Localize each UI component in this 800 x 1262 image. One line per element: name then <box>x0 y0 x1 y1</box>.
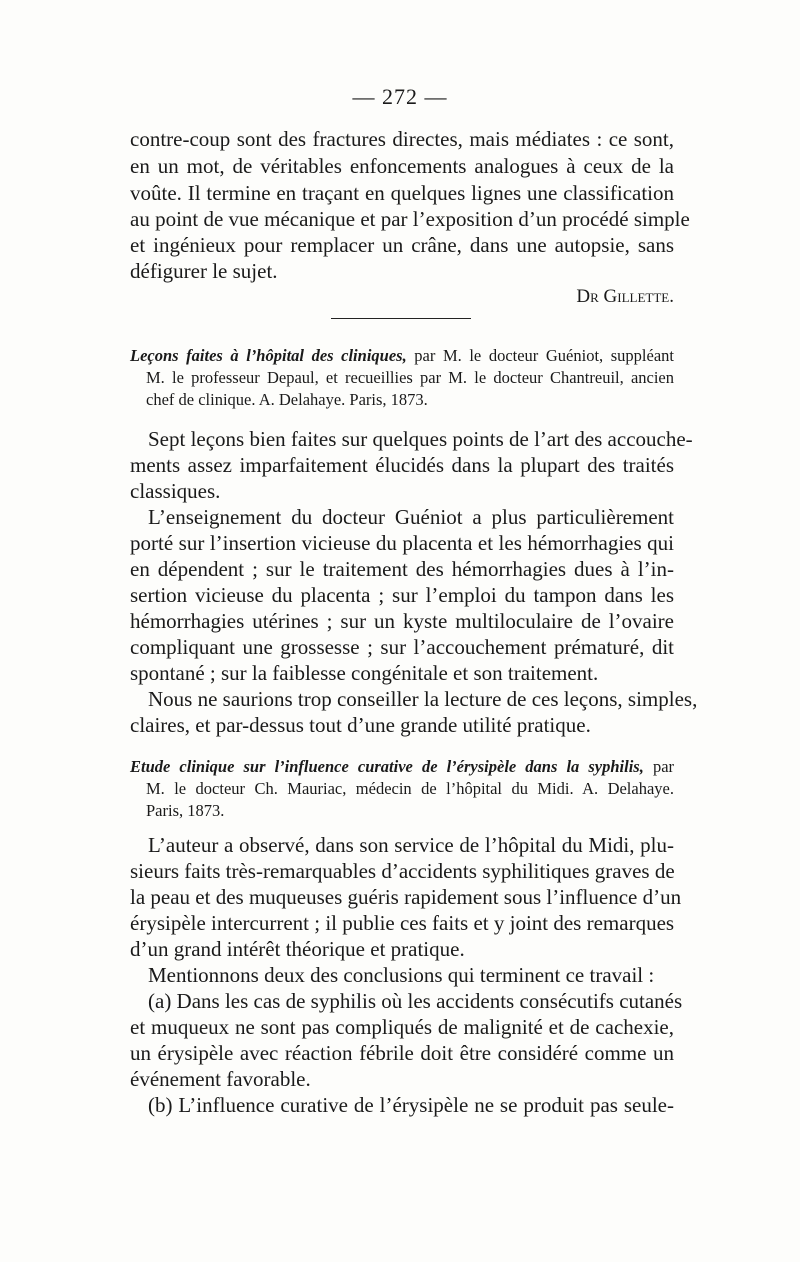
review1-heading-line: M. le professeur Depaul, et recueillies par M. le docteur Chantreuil, ancien <box>146 368 674 387</box>
review2-body-line: (a) Dans les cas de syphilis où les accidents consécutifs cutanés <box>148 989 683 1013</box>
review1-body-line: Nous ne saurions trop conseiller la lecture de ces leçons, simples, <box>148 687 698 711</box>
para1-line: au point de vue mécanique et par l’exposition d’un procédé simple <box>130 207 690 231</box>
review2-body-line: la peau et des muqueuses guéris rapidement sous l’influence d’un <box>130 885 682 909</box>
para1-line: contre-coup sont des fractures directes, mais médiates : ce sont, <box>130 127 674 151</box>
review1-body-line: spontané ; sur la faiblesse congénitale et son traitement. <box>130 661 599 685</box>
review1-heading-line: chef de clinique. A. Delahaye. Paris, 1873. <box>146 390 428 409</box>
review1-body-line: compliquant une grossesse ; sur l’accouchement prématuré, dit <box>130 635 674 659</box>
review1-body-line: Sept leçons bien faites sur quelques points de l’art des accouche- <box>148 427 693 451</box>
review1-body-line: en dépendent ; sur le traitement des hémorrhagies dues à l’in- <box>130 557 674 581</box>
review1-body-line: sertion vicieuse du placenta ; sur l’emploi du tampon dans les <box>130 583 674 607</box>
review2-body-line: érysipèle intercurrent ; il publie ces faits et y joint des remarques <box>130 911 675 935</box>
review2-body-line: sieurs faits très-remarquables d’accidents syphilitiques graves de <box>130 859 675 883</box>
review2-heading-line: Etude clinique sur l’influence curative de l’érysipèle dans la syphilis, par <box>130 757 675 776</box>
review2-heading-line: M. le docteur Ch. Mauriac, médecin de l’hôpital du Midi. A. Delahaye. <box>146 779 674 798</box>
page-number: — 272 — <box>352 84 448 109</box>
review2-body-line: L’auteur a observé, dans son service de l’hôpital du Midi, plu- <box>148 833 674 857</box>
review2-heading-line: Paris, 1873. <box>146 801 225 820</box>
review2-body-line: d’un grand intérêt théorique et pratique. <box>130 937 465 961</box>
review1-body-line: claires, et par-dessus tout d’une grande utilité pratique. <box>130 713 591 737</box>
review2-body-line: un érysipèle avec réaction fébrile doit être considéré comme un <box>130 1041 674 1065</box>
para1-line: en un mot, de véritables enfoncements analogues à ceux de la <box>130 154 674 178</box>
review2-body-line: Mentionnons deux des conclusions qui terminent ce travail : <box>148 963 655 987</box>
para1-line: et ingénieux pour remplacer un crâne, dans une autopsie, sans <box>130 233 674 257</box>
review2-body-line: et muqueux ne sont pas compliqués de malignité et de cachexie, <box>130 1015 674 1039</box>
section-divider <box>331 318 471 319</box>
author-signature: Dr Gillette. <box>576 286 674 307</box>
review2-body-line: événement favorable. <box>130 1067 311 1091</box>
review1-body-line: L’enseignement du docteur Guéniot a plus particulièrement <box>148 505 674 529</box>
review2-body-line: (b) L’influence curative de l’érysipèle ne se produit pas seule- <box>148 1093 674 1117</box>
review1-heading-line: Leçons faites à l’hôpital des cliniques, par M. le docteur Guéniot, suppléant <box>130 346 674 365</box>
review1-body-line: ments assez imparfaitement élucidés dans la plupart des traités <box>130 453 674 477</box>
review1-body-line: classiques. <box>130 479 221 503</box>
para1-line: voûte. Il termine en traçant en quelques lignes une classification <box>130 181 674 205</box>
review1-body-line: porté sur l’insertion vicieuse du placenta et les hémorrhagies qui <box>130 531 674 555</box>
para1-line: défigurer le sujet. <box>130 259 278 283</box>
review1-body-line: hémorrhagies utérines ; sur un kyste multiloculaire de l’ovaire <box>130 609 674 633</box>
